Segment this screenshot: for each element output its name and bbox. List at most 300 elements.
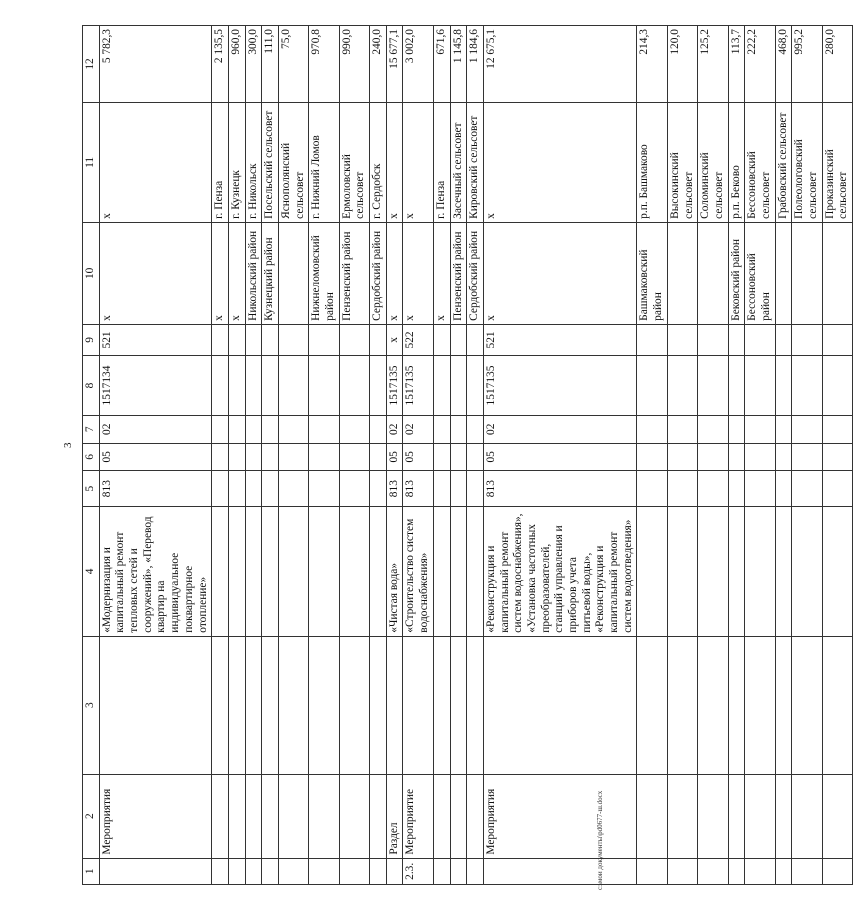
table-cell: 2 135,5: [212, 26, 229, 103]
table-cell: [262, 324, 279, 355]
table-cell: [212, 471, 229, 507]
table-cell: [245, 636, 262, 774]
table-cell: [637, 858, 667, 884]
table-cell: Бековский район: [728, 222, 745, 324]
table-cell: 1 145,8: [450, 26, 467, 103]
table-cell: [433, 356, 450, 416]
table-cell: [262, 774, 279, 858]
table-cell: Посельский сельсовет: [262, 102, 279, 222]
table-cell: [309, 324, 339, 355]
table-cell: [339, 636, 369, 774]
table-row: [667, 26, 697, 885]
table-cell: [792, 636, 822, 774]
table-cell: [745, 636, 775, 774]
table-cell: 240,0: [370, 26, 387, 103]
table-row: [370, 26, 387, 885]
table-cell: Мероприятие: [403, 774, 433, 858]
table-cell: [667, 858, 697, 884]
table-cell: 125,2: [698, 26, 728, 103]
table-row: [450, 26, 467, 885]
header-cell: 12: [83, 26, 100, 103]
table-cell: [228, 443, 245, 471]
table-cell: [792, 222, 822, 324]
table-cell: 813: [386, 471, 403, 507]
table-cell: «Строительство систем водоснабжения»: [403, 507, 433, 637]
table-cell: 2.3.: [403, 858, 433, 884]
table-cell: [99, 858, 212, 884]
table-cell: Полеологовский сельсовет: [792, 102, 822, 222]
table-cell: р.п. Башмаково: [637, 102, 667, 222]
table-cell: [309, 356, 339, 416]
table-cell: [228, 636, 245, 774]
table-cell: 05: [483, 443, 637, 471]
table-cell: Сердобский район: [467, 222, 484, 324]
table-cell: [775, 356, 792, 416]
table-cell: 1517134: [99, 356, 212, 416]
table-cell: [667, 324, 697, 355]
header-cell: 5: [83, 471, 100, 507]
table-cell: [822, 774, 852, 858]
table-row: [637, 26, 667, 885]
table-cell: [728, 443, 745, 471]
table-cell: Кировский сельсовет: [467, 102, 484, 222]
table-cell: [309, 443, 339, 471]
table-cell: 120,0: [667, 26, 697, 103]
table-cell: [262, 858, 279, 884]
table-cell: [339, 471, 369, 507]
table-cell: [245, 356, 262, 416]
table-cell: [698, 443, 728, 471]
table-cell: [467, 774, 484, 858]
table-cell: [450, 858, 467, 884]
table-cell: х: [212, 222, 229, 324]
table-row: [403, 26, 433, 885]
table-cell: [667, 507, 697, 637]
table-cell: Высокинский сельсовет: [667, 102, 697, 222]
table-cell: [698, 636, 728, 774]
table-cell: [450, 636, 467, 774]
table-row: [339, 26, 369, 885]
table-cell: [745, 774, 775, 858]
table-cell: [637, 415, 667, 443]
table-cell: Соломинский сельсовет: [698, 102, 728, 222]
table-cell: р.п. Бековo: [728, 102, 745, 222]
table-cell: 1517135: [403, 356, 433, 416]
table-cell: г. Сердобск: [370, 102, 387, 222]
table-cell: [433, 443, 450, 471]
table-cell: [822, 443, 852, 471]
table-cell: [745, 443, 775, 471]
table-cell: [728, 415, 745, 443]
table-cell: [792, 774, 822, 858]
table-cell: [212, 774, 229, 858]
table-row: [228, 26, 245, 885]
table-row: [775, 26, 792, 885]
table-cell: [339, 356, 369, 416]
table-cell: [245, 415, 262, 443]
table-cell: [775, 774, 792, 858]
table-cell: [370, 636, 387, 774]
table-row: [262, 26, 279, 885]
table-cell: [745, 471, 775, 507]
table-cell: [370, 774, 387, 858]
table-cell: [698, 858, 728, 884]
table-cell: [278, 324, 308, 355]
table-cell: [728, 471, 745, 507]
table-cell: [245, 471, 262, 507]
table-cell: [637, 356, 667, 416]
table-cell: [228, 324, 245, 355]
table-cell: [792, 471, 822, 507]
table-cell: [667, 471, 697, 507]
table-cell: Засечный сельсовет: [450, 102, 467, 222]
table-cell: [637, 507, 667, 637]
table-cell: [228, 356, 245, 416]
table-cell: [386, 636, 403, 774]
table-cell: [339, 415, 369, 443]
table-cell: [667, 222, 697, 324]
table-cell: [483, 858, 637, 884]
table-cell: [212, 636, 229, 774]
table-cell: 02: [403, 415, 433, 443]
table-cell: [822, 415, 852, 443]
table-cell: х: [386, 324, 403, 355]
table-cell: [728, 636, 745, 774]
table-cell: [792, 443, 822, 471]
table-cell: [339, 443, 369, 471]
table-cell: [339, 774, 369, 858]
table-cell: [309, 507, 339, 637]
table-cell: [822, 636, 852, 774]
header-cell: 8: [83, 356, 100, 416]
table-cell: [775, 222, 792, 324]
table-cell: [728, 356, 745, 416]
table-body: [99, 26, 852, 885]
table-cell: [309, 636, 339, 774]
budget-table: [82, 25, 853, 885]
table-cell: [698, 415, 728, 443]
table-cell: Раздел: [386, 774, 403, 858]
table-cell: [745, 324, 775, 355]
table-cell: [450, 324, 467, 355]
table-cell: [433, 415, 450, 443]
table-cell: [450, 443, 467, 471]
table-cell: х: [403, 222, 433, 324]
table-cell: Мероприятия: [99, 774, 212, 858]
table-cell: г. Пенза: [433, 102, 450, 222]
table-cell: 113,7: [728, 26, 745, 103]
table-cell: [262, 356, 279, 416]
table-cell: [745, 507, 775, 637]
table-row: [698, 26, 728, 885]
table-cell: [278, 415, 308, 443]
table-cell: [822, 471, 852, 507]
table-cell: 990,0: [339, 26, 369, 103]
table-cell: 960,0: [228, 26, 245, 103]
table-cell: [667, 356, 697, 416]
table-cell: 671,6: [433, 26, 450, 103]
table-cell: [339, 507, 369, 637]
table-row: [309, 26, 339, 885]
table-cell: [698, 222, 728, 324]
table-cell: 214,3: [637, 26, 667, 103]
header-cell: 7: [83, 415, 100, 443]
table-cell: 3 002,0: [403, 26, 433, 103]
table-row: [745, 26, 775, 885]
table-cell: Проказинский сельсовет: [822, 102, 852, 222]
table-cell: 05: [99, 443, 212, 471]
table-cell: Нижнеломовский район: [309, 222, 339, 324]
table-cell: [775, 415, 792, 443]
table-cell: [245, 774, 262, 858]
table-cell: г. Никольск: [245, 102, 262, 222]
table-cell: х: [433, 222, 450, 324]
table-cell: [637, 471, 667, 507]
table-cell: [792, 507, 822, 637]
rotated-table-page: [82, 25, 850, 885]
table-cell: 1 184,6: [467, 26, 484, 103]
table-cell: х: [99, 222, 212, 324]
table-cell: 813: [403, 471, 433, 507]
table-cell: [792, 858, 822, 884]
table-cell: [245, 443, 262, 471]
table-cell: [212, 415, 229, 443]
table-cell: [775, 507, 792, 637]
table-cell: [339, 858, 369, 884]
table-cell: 12 675,1: [483, 26, 637, 103]
table-cell: [698, 324, 728, 355]
table-row: [245, 26, 262, 885]
table-cell: [728, 507, 745, 637]
table-cell: [792, 356, 822, 416]
table-cell: [775, 471, 792, 507]
table-cell: [745, 858, 775, 884]
table-row: [483, 26, 637, 885]
table-cell: [403, 636, 433, 774]
table-cell: Ермоловский сельсовет: [339, 102, 369, 222]
table-cell: [450, 507, 467, 637]
table-cell: [745, 356, 775, 416]
table-cell: [245, 507, 262, 637]
table-cell: Сердобский район: [370, 222, 387, 324]
table-cell: Мероприятия: [483, 774, 637, 858]
table-cell: [370, 858, 387, 884]
table-row: [278, 26, 308, 885]
table-cell: [278, 222, 308, 324]
table-cell: [728, 774, 745, 858]
table-cell: [433, 858, 450, 884]
table-row: [728, 26, 745, 885]
table-cell: [228, 415, 245, 443]
table-cell: 521: [483, 324, 637, 355]
table-cell: Бессоновский район: [745, 222, 775, 324]
table-cell: [309, 471, 339, 507]
table-cell: [370, 443, 387, 471]
table-cell: [637, 324, 667, 355]
table-row: [99, 26, 212, 885]
table-cell: [822, 858, 852, 884]
table-row: [467, 26, 484, 885]
table-cell: х: [403, 102, 433, 222]
table-cell: г. Пенза: [212, 102, 229, 222]
table-cell: [278, 356, 308, 416]
table-cell: [262, 507, 279, 637]
table-cell: [245, 324, 262, 355]
table-cell: [99, 636, 212, 774]
table-row: [822, 26, 852, 885]
table-cell: [467, 636, 484, 774]
table-row: [386, 26, 403, 885]
table-cell: 813: [99, 471, 212, 507]
header-cell: 10: [83, 222, 100, 324]
table-cell: 222,2: [745, 26, 775, 103]
table-cell: Кузнецкий район: [262, 222, 279, 324]
table-cell: [698, 356, 728, 416]
table-cell: [667, 443, 697, 471]
table-cell: 5 782,3: [99, 26, 212, 103]
table-cell: [278, 858, 308, 884]
table-cell: [483, 636, 637, 774]
table-cell: [433, 507, 450, 637]
table-cell: Башмаковский район: [637, 222, 667, 324]
header-cell: 1: [83, 858, 100, 884]
table-row: [433, 26, 450, 885]
table-cell: [728, 324, 745, 355]
table-cell: «Реконструкция и капитальный ремонт систем водоснабжения», «Установка частотных преобразователей, станций управления и приборов учета питьевой воды», «Реконструкция и капитальный ремонт систем водоотведения»: [483, 507, 637, 637]
table-cell: 05: [403, 443, 433, 471]
table-row: [212, 26, 229, 885]
table-cell: 995,2: [792, 26, 822, 103]
table-cell: 15 677,1: [386, 26, 403, 103]
table-cell: [450, 356, 467, 416]
table-cell: [467, 507, 484, 637]
table-cell: [212, 858, 229, 884]
header-cell: 4: [83, 507, 100, 637]
table-cell: [278, 636, 308, 774]
header-cell: 3: [83, 636, 100, 774]
table-cell: 02: [483, 415, 637, 443]
table-cell: [228, 858, 245, 884]
header-cell: 2: [83, 774, 100, 858]
table-cell: [370, 471, 387, 507]
table-cell: [637, 443, 667, 471]
table-cell: 300,0: [245, 26, 262, 103]
table-cell: [386, 858, 403, 884]
table-cell: 02: [99, 415, 212, 443]
table-cell: [792, 324, 822, 355]
table-cell: г. Кузнецк: [228, 102, 245, 222]
table-row: [792, 26, 822, 885]
table-cell: [822, 356, 852, 416]
table-cell: 1517135: [386, 356, 403, 416]
table-cell: [467, 471, 484, 507]
table-cell: [370, 324, 387, 355]
table-cell: [433, 471, 450, 507]
table-cell: [278, 774, 308, 858]
table-cell: [637, 774, 667, 858]
table-cell: [309, 858, 339, 884]
file-path-footer: c:\мои документы\pd0677-ш.docx: [596, 790, 604, 890]
table-cell: [262, 636, 279, 774]
header-cell: 6: [83, 443, 100, 471]
table-cell: [775, 443, 792, 471]
table-cell: [228, 507, 245, 637]
table-cell: [728, 858, 745, 884]
table-cell: [698, 471, 728, 507]
table-cell: [637, 636, 667, 774]
table-cell: [822, 222, 852, 324]
table-cell: [212, 324, 229, 355]
table-cell: [667, 415, 697, 443]
table-cell: [212, 356, 229, 416]
table-cell: [309, 415, 339, 443]
table-cell: [450, 471, 467, 507]
table-cell: [822, 507, 852, 637]
header-row: [83, 26, 100, 885]
table-cell: х: [483, 102, 637, 222]
table-cell: [228, 471, 245, 507]
table-cell: [467, 415, 484, 443]
table-cell: [370, 415, 387, 443]
table-cell: [228, 774, 245, 858]
table-cell: [667, 774, 697, 858]
table-cell: х: [386, 222, 403, 324]
table-cell: 813: [483, 471, 637, 507]
table-cell: х: [386, 102, 403, 222]
table-cell: г. Нижний Ломов: [309, 102, 339, 222]
table-cell: [450, 415, 467, 443]
table-cell: [467, 324, 484, 355]
table-cell: «Чистая вода»: [386, 507, 403, 637]
table-cell: [262, 415, 279, 443]
table-cell: Бессоновский сельсовет: [745, 102, 775, 222]
table-cell: 75,0: [278, 26, 308, 103]
table-cell: Яснополянский сельсовет: [278, 102, 308, 222]
table-cell: [370, 356, 387, 416]
table-cell: «Модернизация и капитальный ремонт тепловых сетей и сооружений», «Перевод квартир на индивидуальное поквартирное отопление»: [99, 507, 212, 637]
table-cell: [262, 443, 279, 471]
header-cell: 11: [83, 102, 100, 222]
page-number: 3: [62, 442, 74, 448]
table-cell: [667, 636, 697, 774]
table-cell: Никольский район: [245, 222, 262, 324]
table-cell: 1517135: [483, 356, 637, 416]
table-cell: [467, 858, 484, 884]
table-cell: [262, 471, 279, 507]
table-cell: [433, 324, 450, 355]
table-cell: Грабовский сельсовет: [775, 102, 792, 222]
table-cell: 05: [386, 443, 403, 471]
table-cell: [792, 415, 822, 443]
table-cell: Пензенский район: [339, 222, 369, 324]
table-cell: [245, 858, 262, 884]
table-cell: [433, 636, 450, 774]
table-cell: [433, 774, 450, 858]
table-cell: х: [483, 222, 637, 324]
table-cell: [698, 774, 728, 858]
table-cell: [212, 443, 229, 471]
table-cell: 111,0: [262, 26, 279, 103]
table-cell: [467, 443, 484, 471]
table-cell: 280,0: [822, 26, 852, 103]
table-cell: 521: [99, 324, 212, 355]
table-cell: [339, 324, 369, 355]
table-cell: [309, 774, 339, 858]
table-cell: [450, 774, 467, 858]
table-cell: [775, 636, 792, 774]
header-cell: 9: [83, 324, 100, 355]
table-cell: [278, 471, 308, 507]
